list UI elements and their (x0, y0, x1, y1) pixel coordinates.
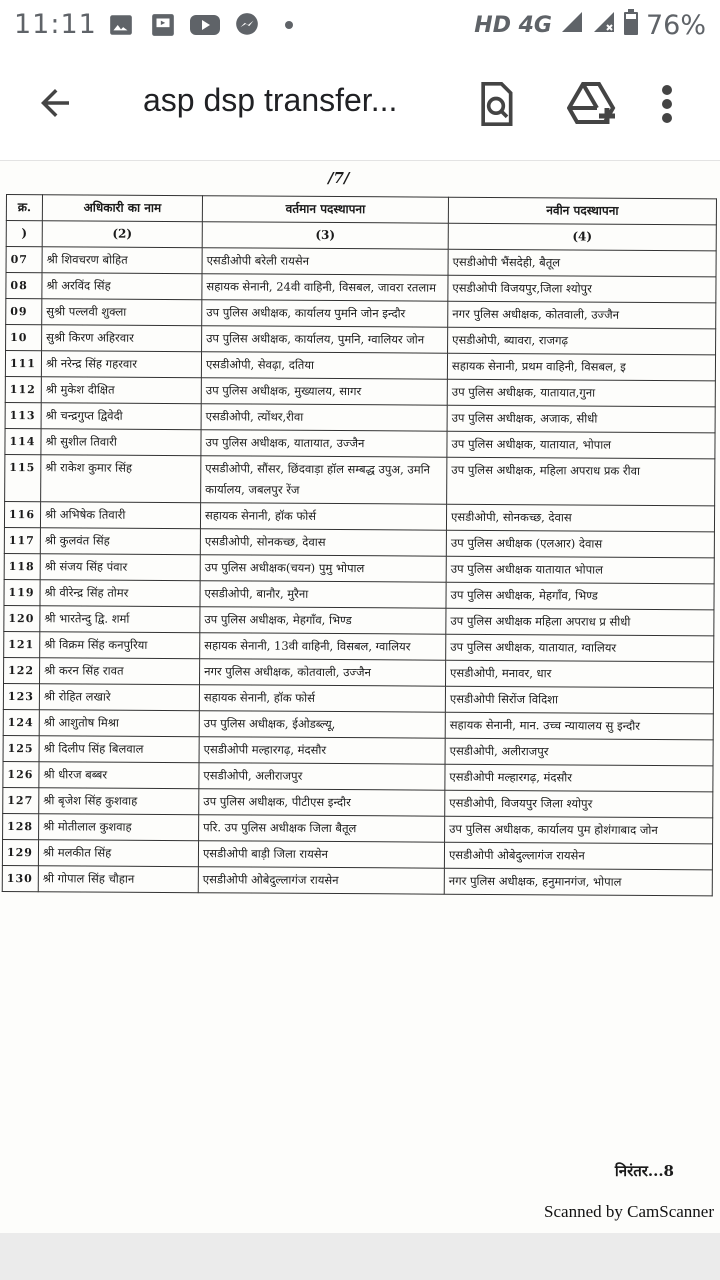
dot-icon (274, 10, 304, 40)
header-sn: क्र. (6, 195, 42, 221)
row-name: सुश्री पल्लवी शुक्ला (42, 299, 202, 326)
row-name: श्री नरेन्द्र सिंह गहरवार (41, 351, 201, 378)
row-sn: 130 (2, 865, 38, 891)
transfer-table (2, 194, 717, 896)
row-sn: 115 (5, 454, 41, 501)
row-sn: 113 (5, 402, 41, 428)
row-current: एसडीओपी, त्योंथर,रीवा (201, 404, 447, 432)
row-name: श्री अरविंद सिंह (42, 273, 202, 300)
row-sn: 117 (4, 527, 40, 553)
back-arrow-icon[interactable] (34, 82, 84, 132)
row-name: श्री रोहित लखारे (39, 684, 199, 711)
row-current: एसडीओपी मल्हारगढ़, मंदसौर (199, 737, 445, 765)
drive-add-icon[interactable] (567, 80, 615, 132)
row-current: उप पुलिस अधीक्षक, पीटीएस इन्दौर (199, 789, 445, 817)
youtube-icon (190, 10, 220, 40)
row-new: उप पुलिस अधीक्षक (एलआर) देवास (446, 530, 714, 558)
table-row (2, 865, 712, 895)
row-current: एसडीओपी बरेली रायसेन (202, 248, 448, 276)
continue-text: निरंतर...8 (614, 1162, 674, 1180)
row-sn: 112 (5, 376, 41, 402)
row-sn: 124 (3, 709, 39, 735)
row-sn: 122 (4, 657, 40, 683)
row-name: श्री धीरज बब्बर (39, 762, 199, 789)
row-current: एसडीओपी बाड़ी जिला रायसेन (198, 841, 444, 869)
row-current: उप पुलिस अधीक्षक, मुख्यालय, सागर (201, 378, 447, 406)
status-bar (0, 0, 720, 52)
row-new: एसडीओपी ओबेदुल्लागंज रायसेन (444, 842, 712, 870)
row-new: उप पुलिस अधीक्षक, अजाक, सीधी (447, 405, 715, 433)
row-current: सहायक सेनानी, हॉक फोर्स (199, 685, 445, 713)
row-current: उप पुलिस अधीक्षक, ईओडब्ल्यू, (199, 711, 445, 739)
row-name: श्री दिलीप सिंह बिलवाल (39, 736, 199, 763)
row-new: उप पुलिस अधीक्षक, यातायात, ग्वालियर (446, 634, 714, 662)
row-new: एसडीओपी, ब्यावरा, राजगढ़ (448, 327, 716, 355)
bottom-bar (0, 1233, 720, 1280)
subheader-new: (4) (448, 223, 716, 251)
row-name: श्री चन्द्रगुप्त द्विवेदी (41, 403, 201, 430)
header-name: अधिकारी का नाम (42, 195, 202, 222)
row-sn: 123 (3, 683, 39, 709)
row-current: सहायक सेनानी, हॉक फोर्स (200, 503, 446, 531)
signal-x-icon (592, 10, 616, 41)
row-name: श्री आशुतोष मिश्रा (39, 710, 199, 737)
row-sn: 10 (6, 325, 42, 351)
row-new: उप पुलिस अधीक्षक, महिला अपराध प्रक रीवा (447, 457, 715, 506)
header-new: नवीन पदस्थापना (448, 197, 716, 225)
row-sn: 08 (6, 273, 42, 299)
row-current: एसडीओपी, बानौर, मुरैना (200, 581, 446, 609)
row-name: श्री बृजेश सिंह कुशवाह (39, 788, 199, 815)
row-new: उप पुलिस अधीक्षक, मेहगाँव, भिण्ड (446, 582, 714, 610)
row-sn: 127 (3, 787, 39, 813)
more-vert-icon[interactable] (652, 80, 682, 132)
row-name: श्री अभिषेक तिवारी (40, 502, 200, 529)
scanner-credit: Scanned by CamScanner (544, 1202, 714, 1221)
row-sn: 126 (3, 761, 39, 787)
row-name: श्री शिवचरण बोहित (42, 247, 202, 274)
row-sn: 114 (5, 428, 41, 454)
row-new: एसडीओपी मल्हारगढ़, मंदसौर (445, 764, 713, 792)
row-new: नगर पुलिस अधीक्षक, हनुमानगंज, भोपाल (444, 868, 712, 896)
row-new: सहायक सेनानी, प्रथम वाहिनी, विसबल, इ (447, 353, 715, 381)
document-viewer[interactable] (0, 161, 720, 1233)
row-current: एसडीओपी, अलीराजपुर (199, 763, 445, 791)
header-current: वर्तमान पदस्थापना (202, 196, 448, 224)
row-new: उप पुलिस अधीक्षक यातायात भोपाल (446, 556, 714, 584)
row-current: उप पुलिस अधीक्षक(चयन) पुमु भोपाल (200, 555, 446, 583)
row-new: नगर पुलिस अधीक्षक, कोतवाली, उज्जैन (448, 301, 716, 329)
messenger-icon (232, 10, 262, 40)
row-sn: 129 (2, 839, 38, 865)
row-sn: 07 (6, 247, 42, 273)
row-sn: 125 (3, 735, 39, 761)
scanned-page (0, 161, 720, 1233)
row-new: एसडीओपी सिरोंज विदिशा (445, 686, 713, 714)
row-current: परि. उप पुलिस अधीक्षक जिला बैतूल (199, 815, 445, 843)
table-row (5, 454, 715, 505)
row-name: श्री राकेश कुमार सिंह (41, 455, 201, 503)
row-sn: 128 (3, 813, 39, 839)
row-new: एसडीओपी भैंसदेही, बैतूल (448, 249, 716, 277)
row-current: उप पुलिस अधीक्षक, कार्यालय पुमनि जोन इन्दौर (202, 300, 448, 328)
row-new: एसडीओपी, सोनकच्छ, देवास (446, 504, 714, 532)
row-sn: 111 (5, 351, 41, 377)
row-name: श्री करन सिंह रावत (40, 658, 200, 685)
row-name: श्री मलकीत सिंह (38, 840, 198, 867)
row-current: सहायक सेनानी, 24वी वाहिनी, विसबल, जावरा रतलाम (202, 274, 448, 302)
row-current: नगर पुलिस अधीक्षक, कोतवाली, उज्जैन (200, 659, 446, 687)
system-status (474, 9, 706, 42)
subheader-name: (2) (42, 221, 202, 248)
row-current: एसडीओपी, सोनकच्छ, देवास (200, 529, 446, 557)
slides-icon (148, 10, 178, 40)
row-new: उप पुलिस अधीक्षक, कार्यालय पुम होशंगाबाद जोन (445, 816, 713, 844)
network-label: HD 4G (474, 13, 552, 38)
row-sn: 116 (4, 501, 40, 527)
row-name: श्री गोपाल सिंह चौहान (38, 866, 198, 893)
row-name: श्री भारतेन्दु द्वि. शर्मा (40, 606, 200, 633)
row-name: श्री सुशील तिवारी (41, 429, 201, 456)
subheader-current: (3) (202, 222, 448, 250)
row-new: सहायक सेनानी, मान. उच्च न्यायालय सु इन्दौर (445, 712, 713, 740)
row-name: श्री मुकेश दीक्षित (41, 377, 201, 404)
subheader-sn: ) (6, 221, 42, 247)
row-new: एसडीओपी, मनावर, धार (446, 660, 714, 688)
row-new: उप पुलिस अधीक्षक, यातायात,गुना (447, 379, 715, 407)
row-sn: 09 (6, 299, 42, 325)
row-new: एसडीओपी, विजयपुर जिला श्योपुर (445, 790, 713, 818)
document-title: asp dsp transfer... (143, 82, 398, 118)
row-current: एसडीओपी, सौंसर, छिंदवाड़ा हॉल सम्बद्ध उपुअ, उमनि कार्यालय, जबलपुर रेंज (201, 456, 447, 505)
row-name: सुश्री किरण अहिरवार (42, 325, 202, 352)
row-name: श्री संजय सिंह पंवार (40, 554, 200, 581)
row-sn: 119 (4, 579, 40, 605)
page-number: /7/ (328, 169, 350, 187)
status-time: 11:11 (14, 9, 97, 40)
notification-icons (106, 10, 304, 40)
row-sn: 118 (4, 553, 40, 579)
row-sn: 121 (4, 631, 40, 657)
row-new: एसडीओपी, अलीराजपुर (445, 738, 713, 766)
signal-icon (560, 10, 584, 41)
row-current: उप पुलिस अधीक्षक, मेहगाँव, भिण्ड (200, 607, 446, 635)
row-current: एसडीओपी ओबेदुल्लागंज रायसेन (198, 867, 444, 895)
row-name: श्री वीरेन्द्र सिंह तोमर (40, 580, 200, 607)
app-bar (0, 52, 720, 161)
battery-icon (624, 9, 638, 42)
row-new: एसडीओपी विजयपुर,जिला श्योपुर (448, 275, 716, 303)
row-new: उप पुलिस अधीक्षक, यातायात, भोपाल (447, 431, 715, 459)
row-sn: 120 (4, 605, 40, 631)
row-current: उप पुलिस अधीक्षक, यातायात, उज्जैन (201, 430, 447, 458)
battery-level: 76% (645, 10, 706, 41)
row-new: उप पुलिस अधीक्षक महिला अपराध प्र सीधी (446, 608, 714, 636)
search-document-icon[interactable] (474, 80, 522, 132)
row-name: श्री विक्रम सिंह कनपुरिया (40, 632, 200, 659)
row-current: एसडीओपी, सेवढ़ा, दतिया (201, 352, 447, 380)
row-current: उप पुलिस अधीक्षक, कार्यालय, पुमनि, ग्वालियर जोन (202, 326, 448, 354)
row-current: सहायक सेनानी, 13वी वाहिनी, विसबल, ग्वालियर (200, 633, 446, 661)
image-icon (106, 10, 136, 40)
row-name: श्री कुलवंत सिंह (40, 528, 200, 555)
row-name: श्री मोतीलाल कुशवाह (39, 814, 199, 841)
